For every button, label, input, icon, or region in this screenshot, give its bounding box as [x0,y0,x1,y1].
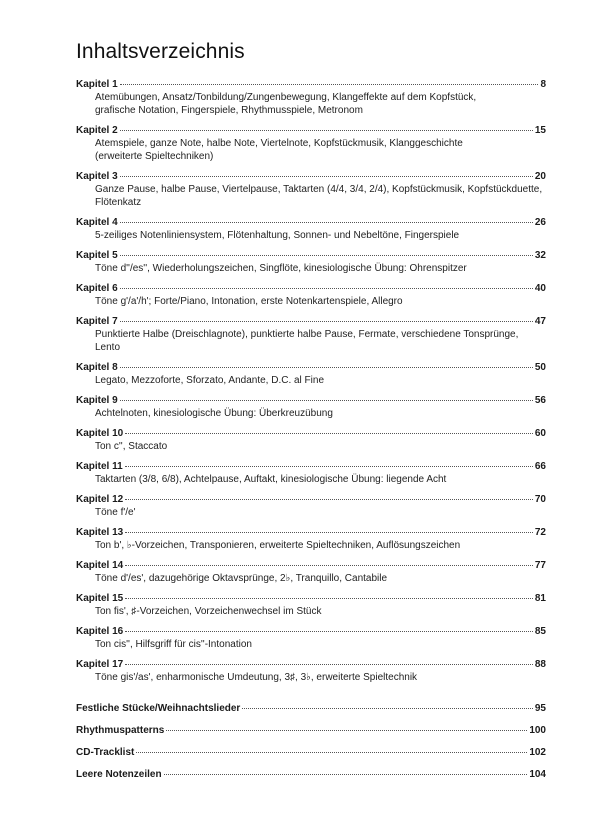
toc-page-number: 77 [534,560,546,571]
toc-entry-label: Leere Notenzeilen [76,769,162,780]
toc-page-number: 50 [534,362,546,373]
toc-chapter-entry [76,249,546,275]
toc-chapter-entry [76,493,546,519]
toc-page-number: 47 [534,316,546,327]
toc-entry-label: Kapitel 13 [76,527,124,538]
toc-page-number: 100 [529,725,546,736]
chapter-description: Ton c'', Staccato [95,441,168,452]
toc-appendix-entry [76,702,546,715]
toc-chapter-entry [76,282,546,308]
dot-leader [120,321,533,322]
toc-row[interactable] [76,394,546,407]
dot-leader [125,631,533,632]
toc-entry-label: Kapitel 7 [76,316,118,327]
toc-page-number: 32 [534,250,546,261]
toc-entry-label: Festliche Stücke/Weihnachtslieder [76,703,241,714]
chapter-description: 5-zeiliges Notenliniensystem, Flötenhaltung, Sonnen- und Nebeltöne, Fingerspiele [95,230,460,241]
toc-row[interactable] [76,249,546,262]
toc-row[interactable] [76,124,546,137]
toc-row[interactable] [76,592,546,605]
toc-page-number: 56 [534,395,546,406]
toc-chapter-entry [76,427,546,453]
toc-chapter-entry [76,216,546,242]
toc-entry-label: Kapitel 1 [76,79,118,90]
toc-chapter-entry [76,559,546,585]
dot-leader [120,222,533,223]
toc-entry-label: Kapitel 5 [76,250,118,261]
toc-page-number: 95 [534,703,546,714]
toc-entry-label: Kapitel 16 [76,626,124,637]
chapter-description: Töne d'/es', dazugehörige Oktavsprünge, 2♭, Tranquillo, Cantabile [95,573,388,584]
toc-entry-label: Kapitel 10 [76,428,124,439]
toc-entry-label: Kapitel 12 [76,494,124,505]
toc-page-number: 104 [529,769,546,780]
toc-entry-label: Kapitel 2 [76,125,118,136]
dot-leader [125,664,533,665]
toc-entry-label: CD-Tracklist [76,747,135,758]
toc-row[interactable] [76,315,546,328]
dot-leader [242,708,533,709]
chapter-description: Töne g'/a'/h'; Forte/Piano, Intonation, erste Notenkartenspiele, Allegro [95,296,403,307]
chapter-description: Atemübungen, Ansatz/Tonbildung/Zungenbewegung, Klangeffekte auf dem Kopfstück, [95,92,477,103]
chapter-description: grafische Notation, Fingerspiele, Rhythmusspiele, Metronom [95,105,363,116]
chapter-description: Punktierte Halbe (Dreischlagnote), punktierte halbe Pause, Fermate, verschiedene Tonsprünge, Lento [95,329,519,353]
dot-leader [120,176,533,177]
toc-entry-label: Kapitel 8 [76,362,118,373]
dot-leader [120,400,533,401]
dot-leader [120,130,533,131]
chapter-description: Legato, Mezzoforte, Sforzato, Andante, D.C. al Fine [95,375,325,386]
dot-leader [136,752,527,753]
chapter-description: Töne d''/es'', Wiederholungszeichen, Singflöte, kinesiologische Übung: Ohrenspitzer [95,263,467,274]
dot-leader [125,565,533,566]
chapter-description: Achtelnoten, kinesiologische Übung: Überkreuzübung [95,408,333,419]
toc-row[interactable] [76,493,546,506]
toc-chapter-entry [76,170,546,209]
dot-leader [125,499,533,500]
dot-leader [125,433,533,434]
toc-row[interactable] [76,78,546,91]
toc-chapter-entry [76,658,546,684]
dot-leader [164,774,528,775]
toc-page-number: 40 [534,283,546,294]
toc-entry-label: Kapitel 11 [76,461,123,472]
toc-row[interactable] [76,658,546,671]
toc-entry-label: Kapitel 14 [76,560,124,571]
chapter-description: Töne gis'/as', enharmonische Umdeutung, 3♯, 3♭, erweiterte Spieltechnik [95,672,418,683]
toc-chapter-entry [76,315,546,354]
toc-chapter-entry [76,526,546,552]
toc-entry-label: Kapitel 15 [76,593,124,604]
toc-chapter-entry [76,124,546,163]
toc-page-number: 26 [534,217,546,228]
dot-leader [120,367,533,368]
toc-chapter-entry [76,394,546,420]
toc-chapter-entry [76,78,546,117]
dot-leader [125,598,533,599]
toc-entry-label: Kapitel 9 [76,395,118,406]
dot-leader [120,84,539,85]
chapter-description: Flötenkatz [95,197,142,208]
dot-leader [120,255,533,256]
toc-row[interactable] [76,768,546,781]
toc-chapter-entry [76,592,546,618]
toc-page-number: 102 [529,747,546,758]
page-title: Inhaltsverzeichnis [76,40,245,63]
toc-entry-label: Kapitel 3 [76,171,118,182]
chapter-description: Ganze Pause, halbe Pause, Viertelpause, Taktarten (4/4, 3/4, 2/4), Kopfstückmusik, Kopfstückduette, [95,184,543,195]
chapter-description: Ton fis', ♯-Vorzeichen, Vorzeichenwechsel im Stück [95,606,322,617]
chapter-description: Ton cis'', Hilfsgriff für cis''-Intonation [95,639,252,650]
toc-row[interactable] [76,559,546,572]
dot-leader [166,730,527,731]
toc-row[interactable] [76,216,546,229]
toc-row[interactable] [76,170,546,183]
toc-chapter-entry [76,625,546,651]
toc-page-number: 20 [534,171,546,182]
dot-leader [120,288,533,289]
toc-row[interactable] [76,282,546,295]
chapter-description: Taktarten (3/8, 6/8), Achtelpause, Auftakt, kinesiologische Übung: liegende Acht [95,474,447,485]
toc-appendix-entry [76,768,546,781]
dot-leader [125,466,533,467]
toc-entry-label: Kapitel 6 [76,283,118,294]
toc-chapter-entry [76,361,546,387]
toc-row[interactable] [76,427,546,440]
section-spacer [76,691,546,702]
toc-entry-label: Kapitel 17 [76,659,124,670]
toc-page-number: 72 [534,527,546,538]
toc-row[interactable] [76,702,546,715]
toc-page-number: 15 [534,125,546,136]
toc-page-number: 85 [534,626,546,637]
toc-appendix-entry [76,724,546,737]
toc-row[interactable] [76,746,546,759]
chapter-description: Atemspiele, ganze Note, halbe Note, Viertelnote, Kopfstückmusik, Klanggeschichte [95,138,463,149]
toc-row[interactable] [76,526,546,539]
toc-entry-label: Rhythmuspatterns [76,725,165,736]
chapter-description: (erweiterte Spieltechniken) [95,151,214,162]
table-of-contents [76,78,546,790]
toc-entry-label: Kapitel 4 [76,217,118,228]
dot-leader [125,532,533,533]
toc-appendix-entry [76,746,546,759]
chapter-description: Ton b', ♭-Vorzeichen, Transponieren, erweiterte Spieltechniken, Auflösungszeichen [95,540,461,551]
toc-row[interactable] [76,724,546,737]
toc-row[interactable] [76,625,546,638]
toc-chapter-entry [76,460,546,486]
toc-page-number: 66 [534,461,546,472]
toc-page-number: 60 [534,428,546,439]
toc-row[interactable] [76,460,546,473]
toc-page-number: 70 [534,494,546,505]
toc-page-number: 8 [540,79,546,90]
toc-row[interactable] [76,361,546,374]
toc-page-number: 81 [534,593,546,604]
toc-page-number: 88 [534,659,546,670]
chapter-description: Töne f'/e' [95,507,136,518]
